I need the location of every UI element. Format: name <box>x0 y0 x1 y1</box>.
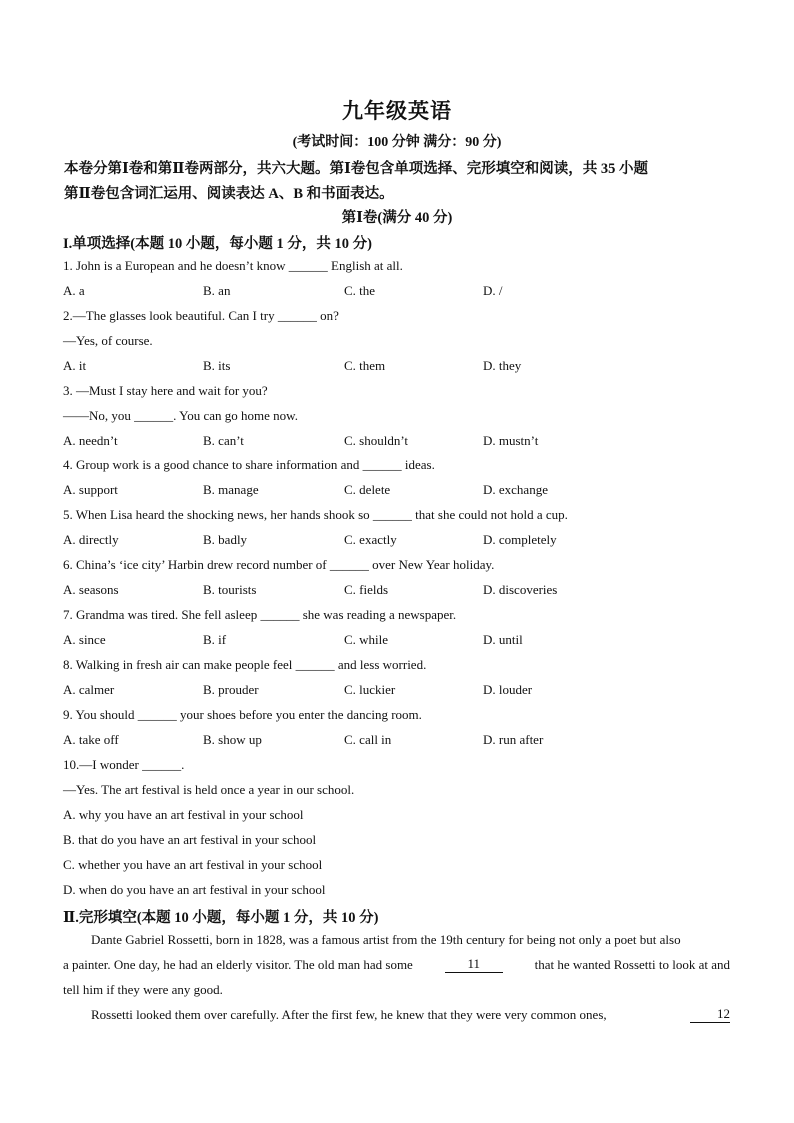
page-title: 九年级英语 <box>342 99 452 123</box>
question-2-reply: —Yes, of course. <box>63 333 153 348</box>
q3-option-d: D. mustn’t <box>483 433 539 448</box>
section-1-heading: I.单项选择(本题 10 小题，每小题 1 分，共 10 分) <box>63 236 372 252</box>
q10-option-b: B. that do you have an art festival in your school <box>63 832 317 847</box>
cloze-text-segment: that he wanted Rossetti to look at and <box>534 957 730 972</box>
q9-option-c: C. call in <box>344 732 392 747</box>
part-one-heading: 第Ⅰ卷(满分 40 分) <box>341 210 453 226</box>
question-4-stem: 4. Group work is a good chance to share information and ______ ideas. <box>63 457 435 472</box>
q8-option-c: C. luckier <box>344 682 396 697</box>
q5-option-c: C. exactly <box>344 532 397 547</box>
q1-option-b: B. an <box>203 283 231 298</box>
q4-option-c: C. delete <box>344 482 391 497</box>
q2-option-d: D. they <box>483 358 522 373</box>
q4-option-b: B. manage <box>203 482 259 497</box>
q7-option-b: B. if <box>203 632 227 647</box>
cloze-paragraph-1-line-3: tell him if they were any good. <box>63 982 223 997</box>
q2-option-a: A. it <box>63 358 87 373</box>
q8-option-b: B. prouder <box>203 682 259 697</box>
cloze-text-segment: a painter. One day, he had an elderly visitor. The old man had some <box>63 957 413 972</box>
question-1-stem: 1. John is a European and he doesn’t know ______ English at all. <box>63 258 403 273</box>
question-10-reply: —Yes. The art festival is held once a year in our school. <box>63 782 355 797</box>
question-3-stem: 3. —Must I stay here and wait for you? <box>63 383 268 398</box>
q1-option-a: A. a <box>63 283 85 298</box>
q4-option-d: D. exchange <box>483 482 548 497</box>
q5-option-a: A. directly <box>63 532 119 547</box>
cloze-paragraph-2-line-1 <box>91 1007 730 1023</box>
question-5-stem: 5. When Lisa heard the shocking news, her hands shook so ______ that she could not hold a cup. <box>63 507 568 522</box>
q9-option-a: A. take off <box>63 732 119 747</box>
question-6-stem: 6. China’s ‘ice city’ Harbin drew record number of ______ over New Year holiday. <box>63 557 495 572</box>
q3-option-b: B. can’t <box>203 433 244 448</box>
section-2-heading: Ⅱ.完形填空(本题 10 小题，每小题 1 分，共 10 分) <box>63 910 379 926</box>
exam-info: (考试时间：100 分钟 满分：90 分) <box>292 135 502 150</box>
question-3-reply: ——No, you ______. You can go home now. <box>63 408 298 423</box>
q7-option-a: A. since <box>63 632 106 647</box>
cloze-paragraph-1-line-1: Dante Gabriel Rossetti, born in 1828, was a famous artist from the 19th century for being not only a poet but also <box>91 932 681 947</box>
q10-option-c: C. whether you have an art festival in your school <box>63 857 323 872</box>
question-7-stem: 7. Grandma was tired. She fell asleep ______ she was reading a newspaper. <box>63 607 457 622</box>
q8-option-a: A. calmer <box>63 682 115 697</box>
intro-line-1: 本卷分第Ⅰ卷和第Ⅱ卷两部分，共六大题。第Ⅰ卷包含单项选择、完形填空和阅读，共 35 小题 <box>64 161 649 177</box>
cloze-blank-12: 12 <box>690 1007 730 1023</box>
q10-option-a: A. why you have an art festival in your school <box>63 807 304 822</box>
q7-option-d: D. until <box>483 632 523 647</box>
question-2-stem: 2.—The glasses look beautiful. Can I try ______ on? <box>63 308 339 323</box>
question-10-stem: 10.—I wonder ______. <box>63 757 185 772</box>
q10-option-d: D. when do you have an art festival in your school <box>63 882 326 897</box>
cloze-text-segment: Rossetti looked them over carefully. After the first few, he knew that they were very common ones, <box>91 1007 607 1022</box>
q5-option-b: B. badly <box>203 532 248 547</box>
q4-option-a: A. support <box>63 482 118 497</box>
intro-line-2: 第Ⅱ卷包含词汇运用、阅读表达 A、B 和书面表达。 <box>64 186 394 202</box>
q6-option-c: C. fields <box>344 582 389 597</box>
q2-option-c: C. them <box>344 358 386 373</box>
q8-option-d: D. louder <box>483 682 533 697</box>
cloze-paragraph-1-line-2 <box>63 957 730 973</box>
q6-option-a: A. seasons <box>63 582 119 597</box>
q2-option-b: B. its <box>203 358 231 373</box>
cloze-blank-11: 11 <box>445 957 503 973</box>
q9-option-d: D. run after <box>483 732 544 747</box>
q6-option-d: D. discoveries <box>483 582 558 597</box>
question-8-stem: 8. Walking in fresh air can make people feel ______ and less worried. <box>63 657 427 672</box>
q1-option-c: C. the <box>344 283 376 298</box>
q6-option-b: B. tourists <box>203 582 257 597</box>
q3-option-a: A. needn’t <box>63 433 118 448</box>
q1-option-d: D. / <box>483 283 503 298</box>
q7-option-c: C. while <box>344 632 389 647</box>
q3-option-c: C. shouldn’t <box>344 433 409 448</box>
question-9-stem: 9. You should ______ your shoes before you enter the dancing room. <box>63 707 422 722</box>
q9-option-b: B. show up <box>203 732 262 747</box>
q5-option-d: D. completely <box>483 532 557 547</box>
